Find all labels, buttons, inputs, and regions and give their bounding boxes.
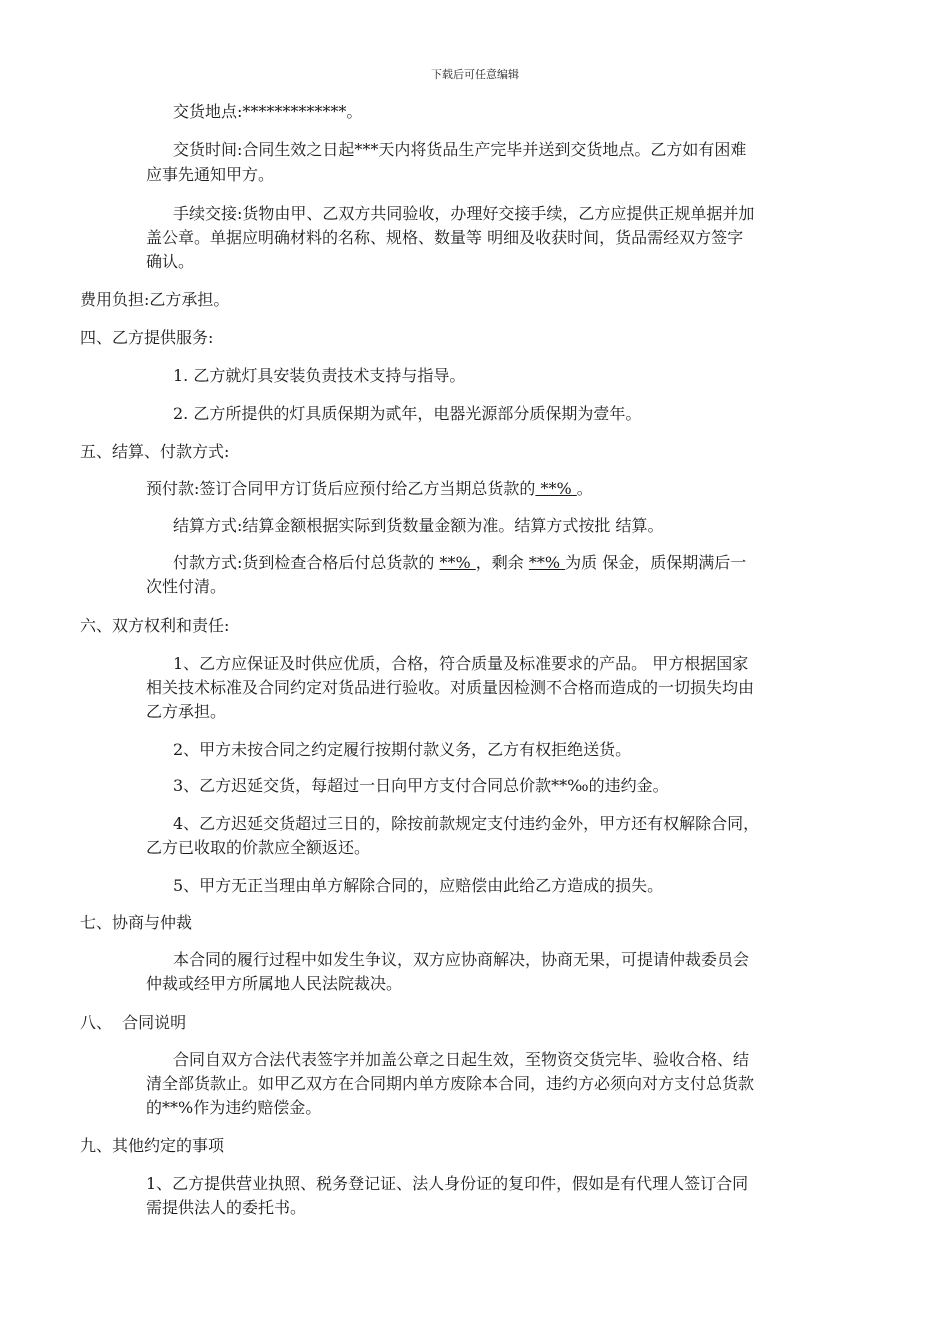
handover-line-1: 手续交接:货物由甲、乙双方共同验收，办理好交接手续，乙方应提供正规单据并加 [173, 204, 755, 223]
settlement-method: 结算方式:结算金额根据实际到货数量金额为准。结算方式按批 结算。 [173, 516, 664, 535]
service-item-2: 2. 乙方所提供的灯具质保期为贰年，电器光源部分质保期为壹年。 [173, 404, 642, 423]
delivery-location: 交货地点:*************。 [173, 102, 363, 121]
service-item-1: 1. 乙方就灯具安装负责技术支持与指导。 [173, 366, 466, 385]
section-9-heading: 九、其他约定的事项 [80, 1136, 225, 1155]
other-matters-line-2: 需提供法人的委托书。 [146, 1198, 307, 1217]
rights-item-4-line-2: 乙方已收取的价款应全额返还。 [146, 838, 371, 857]
contract-note-line-1: 合同自双方合法代表签字并加盖公章之日起生效，至物资交货完毕、验收合格、结 [173, 1050, 750, 1069]
arbitration-line-1: 本合同的履行过程中如发生争议，双方应协商解决，协商无果，可提请仲裁委员会 [173, 950, 750, 969]
delivery-time-line-1: 交货时间:合同生效之日起***天内将货品生产完毕并送到交货地点。乙方如有困难 [173, 140, 747, 159]
payment-text-3: 为质 保金，质保期满后一 [565, 553, 747, 572]
contract-note-line-2: 清全部货款止。如甲乙双方在合同期内单方废除本合同，违约方必须向对方支付总货款 [146, 1074, 755, 1093]
rights-item-1-line-1: 1、乙方应保证及时供应优质，合格，符合质量及标准要求的产品。 甲方根据国家 [173, 654, 749, 673]
payment-text-2: ，剩余 [475, 553, 529, 572]
arbitration-line-2: 仲裁或经甲方所属地人民法院裁决。 [146, 974, 403, 993]
section-5-heading: 五、结算、付款方式: [80, 442, 230, 461]
rights-item-5: 5、甲方无正当理由单方解除合同的，应赔偿由此给乙方造成的损失。 [173, 876, 664, 895]
rights-item-1-line-2: 相关技术标准及合同约定对货品进行验收。对质量因检测不合格而造成的一切损失均由 [146, 678, 755, 697]
handover-line-3: 确认。 [146, 252, 195, 271]
payment-method-line-2: 次性付清。 [146, 577, 227, 596]
payment-method-line-1 [173, 551, 950, 575]
header-note: 下载后可任意编辑 [431, 68, 519, 81]
payment-percent: **% [439, 553, 476, 572]
section-7-heading: 七、协商与仲裁 [80, 913, 193, 932]
payment-text-1: 付款方式:货到检查合格后付总货款的 [173, 553, 440, 572]
rights-item-3: 3、乙方迟延交货，每超过一日向甲方支付合同总价款**‰的违约金。 [173, 776, 669, 795]
prepayment-end: 。 [576, 479, 593, 498]
prepayment-line [146, 477, 946, 501]
other-matters-line-1: 1、乙方提供营业执照、税务登记证、法人身份证的复印件，假如是有代理人签订合同 [146, 1174, 749, 1193]
contract-note-line-3: 的**%作为违约赔偿金。 [146, 1098, 322, 1117]
handover-line-2: 盖公章。单据应明确材料的名称、规格、数量等 明细及收获时间，货品需经双方签字 [146, 228, 744, 247]
rights-item-2: 2、甲方未按合同之约定履行按期付款义务，乙方有权拒绝送货。 [173, 740, 632, 759]
cost-burden: 费用负担:乙方承担。 [80, 290, 230, 309]
section-6-heading: 六、双方权利和责任: [80, 616, 230, 635]
rights-item-1-line-3: 乙方承担。 [146, 702, 227, 721]
prepayment-percent: **% [535, 479, 577, 498]
prepayment-text: 预付款:签订合同甲方订货后应预付给乙方当期总货款的 [146, 479, 536, 498]
section-4-heading: 四、乙方提供服务: [80, 328, 214, 347]
rights-item-4-line-1: 4、乙方迟延交货超过三日的，除按前款规定支付违约金外，甲方还有权解除合同， [173, 814, 760, 833]
retention-percent: **% [528, 553, 566, 572]
section-8-heading: 八、 合同说明 [80, 1013, 187, 1032]
delivery-time-line-2: 应事先通知甲方。 [146, 165, 275, 184]
